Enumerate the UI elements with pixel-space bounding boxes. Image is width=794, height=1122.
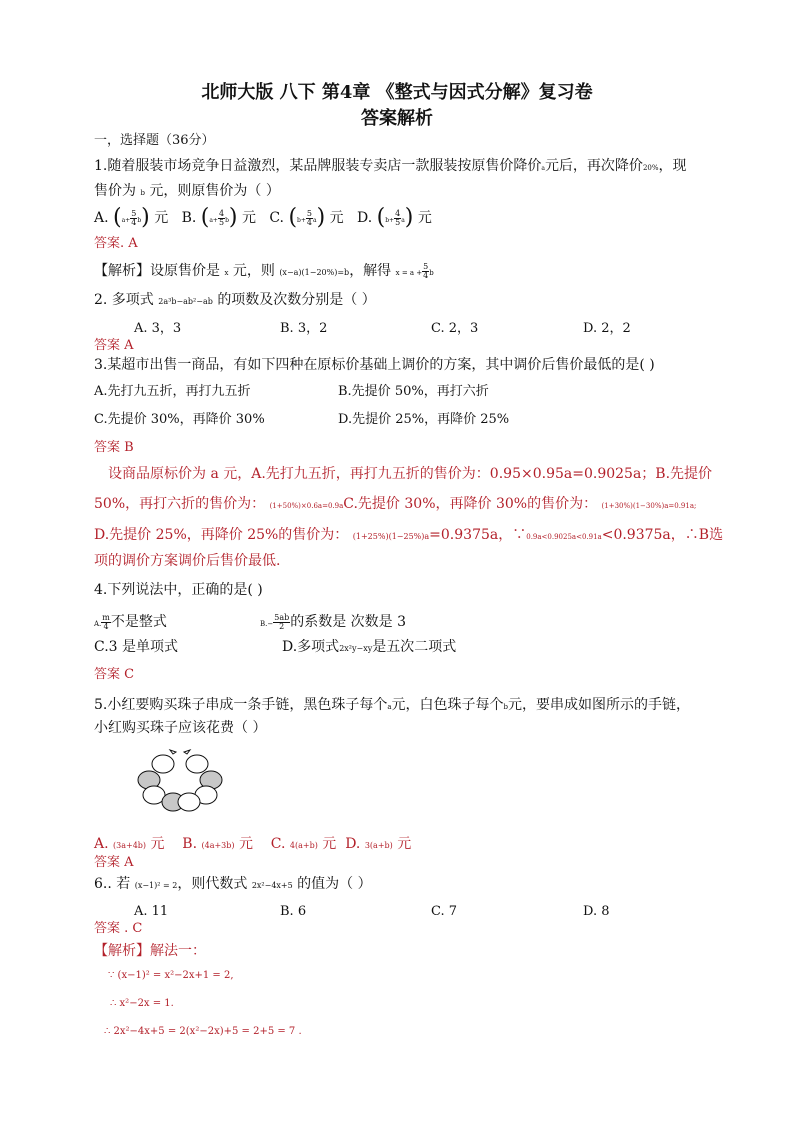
q6-stem: 6.. 若 (x−1)² = 2，则代数式 2x²−4x+5 的值为（ ） [94,876,372,892]
q3-option-b: B.先提价 50%，再打六折 [338,384,489,399]
q6-option-d: D. 8 [583,904,610,919]
q3-explanation-line1: 设商品原标价为 a 元，A.先打九五折，再打九五折的售价为：0.95×0.95a=0.9025a；B.先提价 [108,466,713,482]
q6-answer: 答案 . C [94,921,143,936]
bracelet-figure [130,748,230,814]
q2-answer: 答案 A [94,338,134,353]
q6-step3: ∴ 2x²−4x+5 = 2(x²−2x)+5 = 2+5 = 7 . [104,1026,302,1037]
q1-answer: 答案. A [94,236,138,251]
white-bead [152,755,174,773]
q3-option-a: A.先打九五折，再打九五折 [94,384,251,399]
q6-option-b: B. 6 [280,904,307,919]
page-title: 北师大版 八下 第4章 《整式与因式分解》复习卷 [201,82,593,103]
q5-options: A. (3a+4b) 元 B. (4a+3b) 元 C. 4(a+b) 元 D. 3(a+b) 元 [94,836,412,852]
q1-explanation: 【解析】设原售价是 x 元，则 (x−a)(1−20%)=b，解得 x = a + $\frac{5}{4}$ b [94,261,434,280]
q3-option-c: C.先提价 30%，再降价 30% [94,412,265,427]
q4-option-b: B.− $\frac{5ab}{2}$ 的系数是 次数是 3 [260,612,407,631]
q2-option-a: A. 3，3 [134,321,182,336]
q5-answer: 答案 A [94,855,134,870]
q2-option-c: C. 2，3 [431,321,479,336]
q2-option-d: D. 2，2 [583,321,631,336]
q4-option-d: D.多项式2x²y−xy是五次二项式 [282,639,457,655]
q5-stem-line1: 5.小红要购买珠子串成一条手链，黑色珠子每个a元，白色珠子每个b元，要串成如图所示的手链， [94,697,691,713]
q2-option-b: B. 3，2 [280,321,328,336]
q1-options: A. (a+ $\frac{5}{4}$ b) 元 B. (a+ $\frac{4}{5}$ b) 元 C. (b+ $\frac{5}{4}$ a) 元 D. (b+ $\frac{4}{5}$ a) 元 [94,205,432,230]
q3-explanation-line2: 50%，再打六折的售价为： (1+50%)×0.6a=0.9aC.先提价 30%，再降价 30%的售价为： (1+30%)(1−30%)a=0.91a; [94,496,697,512]
q6-explanation-heading: 【解析】解法一： [94,943,206,959]
section-heading: 一，选择题（36分） [94,133,215,148]
q1-stem-line1: 1.随着服装市场竞争日益激烈，某品牌服装专卖店一款服装按原售价降价a元后，再次降价20%，现 [94,158,687,174]
bow-right-icon [184,750,190,754]
q3-explanation-line3: D.先提价 25%，再降价 25%的售价为： (1+25%)(1−25%)a=0.9375a，∵0.9a<0.9025a<0.91a<0.9375a，∴B选 [94,527,724,543]
q4-answer: 答案 C [94,667,135,682]
q2-stem: 2. 多项式 2a³b−ab²−ab 的项数及次数分别是（ ） [94,292,376,308]
page-subtitle: 答案解析 [361,108,433,129]
q6-step2: ∴ x²−2x = 1. [110,998,174,1009]
q4-stem: 4.下列说法中，正确的是( ) [94,582,263,598]
white-bead [178,793,200,811]
q3-answer: 答案 B [94,440,134,455]
q3-explanation-line4: 项的调价方案调价后售价最低. [94,553,281,569]
q6-option-c: C. 7 [431,904,458,919]
white-bead [186,755,208,773]
q6-step1: ∵ (x−1)² = x²−2x+1 = 2, [108,970,234,981]
q1-stem-line2: 售价为 b 元，则原售价为（ ） [94,183,280,199]
q5-stem-line2: 小红购买珠子应该花费（ ） [94,720,267,736]
q4-option-a: A. $\frac{m}{4}$ 不是整式 [94,612,167,631]
q6-option-a: A. 11 [134,904,169,919]
q3-stem: 3.某超市出售一商品，有如下四种在原标价基础上调价的方案，其中调价后售价最低的是( ) [94,357,655,373]
q3-option-d: D.先提价 25%，再降价 25% [338,412,510,427]
q4-option-c: C.3 是单项式 [94,639,179,655]
bow-left-icon [170,750,176,754]
